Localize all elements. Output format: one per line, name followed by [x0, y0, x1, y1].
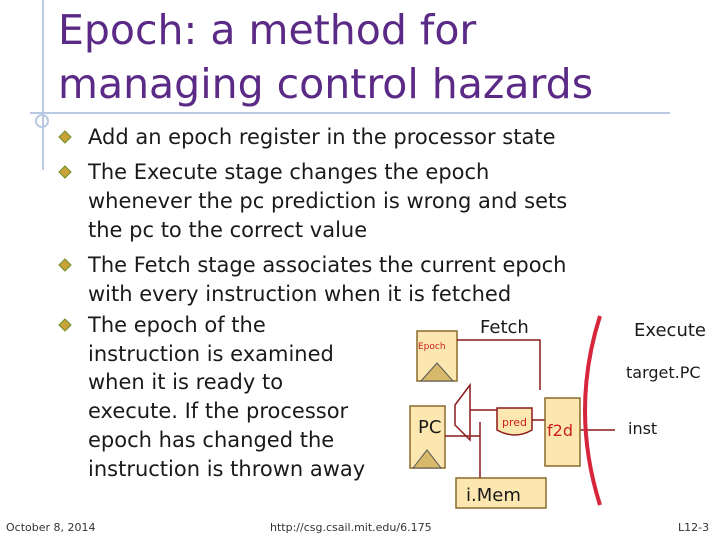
bullet-4-line-6: instruction is thrown away [88, 457, 366, 481]
fetch-stage-label: Fetch [480, 317, 529, 338]
bullet-4-line-4: execute. If the processor [88, 399, 349, 423]
pred-unit [497, 408, 532, 435]
footer-page-number: L12-3 [678, 521, 710, 534]
f2d-label: f2d [547, 421, 573, 440]
bullet-2-line-2: whenever the pc prediction is wrong and sets [88, 189, 568, 213]
slide-title-line-1: Epoch: a method for [58, 6, 477, 54]
bullet-1-line-1: Add an epoch register in the processor state [88, 125, 556, 149]
bullet-4-line-1: The epoch of the [88, 313, 266, 337]
f2d-fifo [545, 398, 580, 466]
pc-mux [455, 385, 470, 440]
pc-register [410, 406, 445, 468]
pred-label: pred [502, 416, 528, 429]
slide-title-line-2: managing control hazards [58, 60, 594, 108]
imem-unit [456, 478, 546, 508]
bullet-3-line-2: with every instruction when it is fetched [88, 282, 512, 306]
pc-label: PC [418, 417, 442, 438]
bullet-4-line-3: when it is ready to [88, 370, 284, 394]
bullet-2-line-1: The Execute stage changes the epoch [88, 160, 490, 184]
footer-date: October 8, 2014 [6, 521, 96, 534]
inst-label: inst [628, 419, 658, 438]
bullet-3-line-1: The Fetch stage associates the current epoch [88, 253, 567, 277]
stage-divider-arc [585, 316, 600, 505]
bullet-4-line-2: instruction is examined [88, 342, 334, 366]
bullet-4-line-5: epoch has changed the [88, 428, 335, 452]
epoch-label: Epoch [418, 342, 446, 352]
footer-url: http://csg.csail.mit.edu/6.175 [270, 521, 432, 534]
imem-label: i.Mem [466, 485, 521, 506]
target-pc-label: target.PC [626, 363, 701, 382]
epoch-register [417, 331, 457, 381]
bullet-2-line-3: the pc to the correct value [88, 218, 368, 242]
execute-stage-label: Execute [634, 320, 706, 341]
